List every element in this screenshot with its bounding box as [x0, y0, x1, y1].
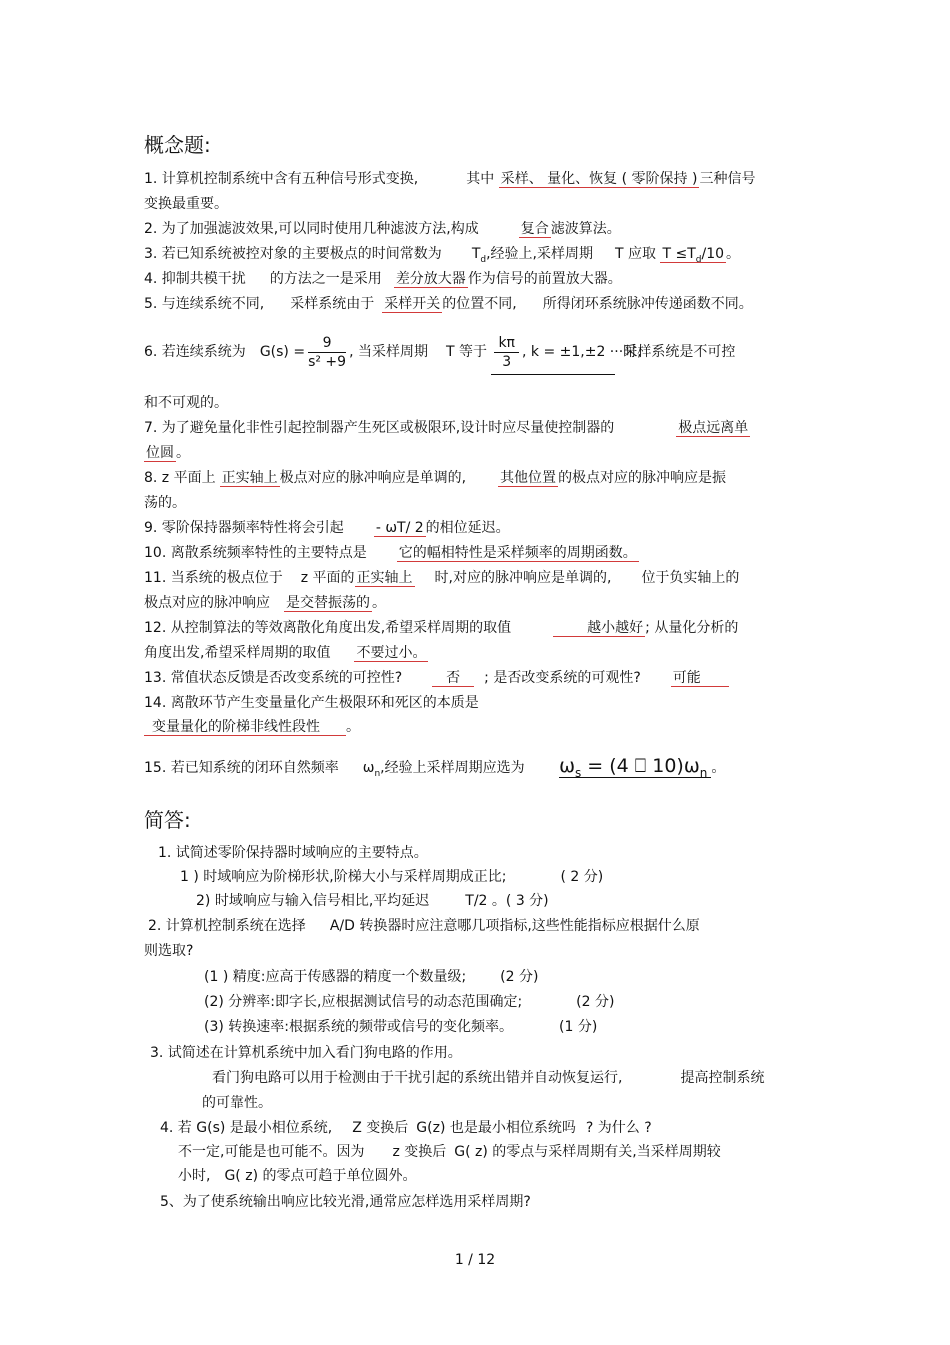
q12-text-a: 12. 从控制算法的等效离散化角度出发,希望采样周期的取值: [144, 620, 512, 636]
s2-answer-1: [204, 967, 538, 987]
s3-answer-2: 的可靠性。: [202, 1095, 272, 1111]
q11-answer-1: 正实轴上: [356, 570, 413, 586]
s5-question: 5、为了使系统输出响应比较光滑,通常应怎样选用采样周期?: [160, 1194, 531, 1210]
q4-text-a: 4. 抑制共模干扰: [144, 271, 246, 287]
q12-text-b: ; 从量化分析的: [645, 620, 739, 636]
q8-text-b: 极点对应的脉冲响应是单调的,: [279, 470, 467, 486]
q8-line2: 荡的。: [144, 495, 186, 511]
q3-answer: [660, 246, 726, 263]
q8-answer-1: 正实轴上: [221, 470, 278, 486]
q14-line2: [144, 717, 360, 737]
q11-text-d: 位于负实轴上的: [641, 570, 740, 586]
s1-answer-2: [196, 891, 549, 911]
s2-answer-2: [204, 992, 614, 1012]
s4-q-d: ? 为什么 ?: [585, 1120, 652, 1136]
q15-answer: [559, 755, 711, 778]
q7-answer-1: 极点远离单: [678, 420, 749, 436]
q3-td: T: [471, 246, 481, 262]
q6-knum: kπ: [494, 334, 519, 353]
s2-q-a: 2. 计算机控制系统在选择: [148, 918, 306, 934]
s4-q-a: 4. 若 G(s) 是最小相位系统,: [160, 1120, 333, 1136]
s2-a3-text: (3) 转换速率:根据系统的频带或信号的变化频率。: [204, 1019, 513, 1035]
q2-line: [144, 219, 621, 239]
q3-text-e: 。: [726, 246, 741, 262]
q1-text-c: 三种信号: [699, 171, 756, 187]
q1-line1: [144, 169, 755, 189]
q5-answer: 采样开关: [384, 296, 441, 312]
q15-omega-n: ω: [362, 760, 375, 776]
q11-answer-2: 是交替振荡的: [286, 595, 370, 611]
q15-text-a: 15. 若已知系统的闭环自然频率: [144, 760, 339, 776]
s1-a1-text: 1 ) 时域响应为阶梯形状,阶梯大小与采样周期成正比;: [180, 869, 507, 885]
q3-text-c: ,经验上,采样周期: [486, 246, 593, 262]
q4-text-c: 作为信号的前置放大器。: [467, 271, 622, 287]
q11-text-e: 极点对应的脉冲响应: [144, 595, 270, 611]
q8-line1: [144, 468, 726, 488]
q10-answer: 它的幅相特性是采样频率的周期函数。: [398, 545, 637, 561]
s4-q-c: G(z) 也是最小相位系统吗: [416, 1120, 576, 1136]
s1-answer-1: [180, 867, 603, 887]
s2-q-b: A/D 转换器时应注意哪几项指标,这些性能指标应根据什么原: [329, 918, 700, 934]
s2-a2-text: (2) 分辨率:即字长,应根据测试信号的动态范围确定;: [204, 994, 523, 1010]
q3-line: [144, 244, 740, 270]
q11-text-a: 11. 当系统的极点位于: [144, 570, 283, 586]
s2-a1-text: (1 ) 精度:应高于传感器的精度一个数量级;: [204, 969, 467, 985]
q5-text-b: 采样系统由于: [290, 296, 375, 312]
s1-a2-text: 2) 时域响应与输入信号相比,平均延迟: [196, 893, 430, 909]
q13-text-b: ; 是否改变系统的可观性?: [484, 670, 641, 686]
q3-text-d: T 应取: [615, 246, 657, 262]
s3-a1-text-b: 提高控制系统: [680, 1070, 765, 1086]
s1-a2-text-b: T/2 。( 3 分): [465, 893, 549, 909]
q6-text-a: 6. 若连续系统为: [144, 344, 246, 360]
q1-text-a: 1. 计算机控制系统中含有五种信号形式变换,: [144, 171, 419, 187]
q6-kden: 3: [502, 353, 512, 370]
q9-line: [144, 518, 510, 538]
s3-a1-text: 看门狗电路可以用于检测由于干扰引起的系统出错并自动恢复运行,: [212, 1070, 623, 1086]
q2-text-c: 滤波算法。: [550, 221, 621, 237]
q7-answer-2: 位圆: [146, 445, 174, 461]
q1-text-b: 其中: [466, 171, 495, 187]
s2-question-1: [148, 916, 700, 936]
q5-line: [144, 294, 753, 314]
q3-answer-t2: /10: [701, 246, 725, 262]
q13-answer-1: 否: [432, 670, 474, 687]
s4-answer-1: [178, 1142, 721, 1162]
q12-line2: [144, 643, 428, 663]
q6-line: [144, 330, 735, 375]
q15-f-omega-sub: s: [575, 765, 582, 780]
q7-text-c: 。: [176, 445, 190, 461]
q4-text-b: 的方法之一是采用: [269, 271, 382, 287]
q14-answer: 变量量化的阶梯非线性段性: [144, 719, 346, 736]
q8-text-c: 的极点对应的脉冲响应是振: [558, 470, 727, 486]
q4-answer: 差分放大器: [395, 271, 466, 287]
q2-answer: 复合: [520, 221, 549, 237]
q7-line2: [144, 443, 190, 463]
q15-text-c: ,经验上采样周期应选为: [380, 760, 525, 776]
q12-answer-2: 不要过小。: [356, 645, 427, 661]
q8-answer-2: 其他位置: [500, 470, 557, 486]
s4-a1-text-b: z 变换后: [392, 1144, 447, 1160]
s4-a2-text: 小时,: [178, 1168, 211, 1184]
q3-answer-t: T ≤T: [662, 246, 696, 262]
s4-q-b: Z 变换后: [352, 1120, 409, 1136]
q5-text-a: 5. 与连续系统不同,: [144, 296, 265, 312]
q2-text-a: 2. 为了加强滤波效果,可以同时使用几种滤波方法,构成: [144, 221, 479, 237]
q9-text-c: 的相位延迟。: [425, 520, 510, 536]
q13-answer-2: 可能: [671, 670, 729, 687]
q6-text-c: T 等于: [445, 344, 487, 360]
s2-a1-score: (2 分): [500, 969, 539, 985]
q1-answer: 采样、 量化、恢复 ( 零阶保持 ): [500, 171, 698, 187]
q3-td-sub: d: [480, 254, 487, 265]
q12-text-c: 角度出发,希望采样周期的取值: [144, 645, 331, 661]
q12-answer-1: 越小越好: [553, 620, 645, 637]
s4-question: [160, 1118, 652, 1138]
q15-line: [144, 748, 725, 792]
q9-text-a: 9. 零阶保持器频率特性将会引起: [144, 520, 344, 536]
q4-line: [144, 269, 622, 289]
s2-a3-score: (1 分): [559, 1019, 598, 1035]
q15-text-d: 。: [711, 760, 726, 776]
heading-concept: 概念题:: [144, 133, 211, 157]
s2-question-2: 则选取?: [144, 943, 194, 959]
q13-line: [144, 668, 729, 688]
q9-answer: - ωT/ 2: [375, 520, 424, 536]
q10-text-a: 10. 离散系统频率特性的主要特点是: [144, 545, 367, 561]
q5-text-d: 所得闭环系统脉冲传递函数不同。: [542, 296, 753, 312]
s4-a2-text-b: G( z) 的零点可趋于单位圆外。: [224, 1168, 417, 1184]
q6-fraction: [308, 334, 346, 371]
q3-text-a: 3. 若已知系统被控对象的主要极点的时间常数为: [144, 246, 442, 262]
q6-kfraction: [494, 334, 519, 371]
q15-f-n-sub: n: [699, 765, 708, 780]
q11-text-f: 。: [372, 595, 386, 611]
q15-f-omega: ω: [559, 755, 575, 777]
q7-text-a: 7. 为了避免量化非性引起控制器产生死区或极限环,设计时应尽量使控制器的: [144, 420, 615, 436]
s1-a1-score: ( 2 分): [560, 869, 604, 885]
s3-answer-1: [212, 1068, 764, 1088]
q14-line1: 14. 离散环节产生变量量化产生极限环和死区的本质是: [144, 695, 479, 711]
q6-line2: 和不可观的。: [144, 395, 228, 411]
q6-gs: G(s) =: [259, 344, 306, 360]
heading-short: 简答:: [144, 808, 191, 832]
q6-answer: [491, 330, 642, 375]
s2-a2-score: (2 分): [576, 994, 615, 1010]
q6-text-b: , 当采样周期: [349, 344, 428, 360]
s4-a1-text-c: G( z) 的零点与采样周期有关,当采样周期较: [454, 1144, 721, 1160]
s4-answer-2: [178, 1166, 416, 1186]
s1-question: 1. 试简述零阶保持器时域响应的主要特点。: [158, 845, 428, 861]
q6-kvals: , k = ±1,±2 ···时,: [521, 344, 642, 360]
q1-line2: 变换最重要。: [144, 196, 228, 212]
s4-a1-text: 不一定,可能是也可能不。因为: [178, 1144, 365, 1160]
q15-omega-n-sub: n: [374, 768, 381, 779]
q6-den: s² +9: [308, 353, 347, 370]
q8-text-a: 8. z 平面上: [144, 470, 216, 486]
q3-answer-sub: d: [695, 254, 702, 265]
q11-text-c: 时,对应的脉冲响应是单调的,: [434, 570, 612, 586]
q10-line: [144, 543, 639, 563]
q13-text-a: 13. 常值状态反馈是否改变系统的可控性?: [144, 670, 403, 686]
q15-f-range: = (4 ⎕ 10)ω: [581, 755, 700, 777]
q14-text-c: 。: [346, 719, 360, 735]
q7-line1: [144, 418, 750, 438]
s3-question: 3. 试简述在计算机系统中加入看门狗电路的作用。: [150, 1045, 462, 1061]
q6-text-d: 采样系统是不可控: [623, 344, 736, 360]
page-number: 1 / 12: [454, 1252, 496, 1268]
q11-text-b: z 平面的: [300, 570, 355, 586]
q11-line1: [144, 568, 739, 588]
q5-text-c: 的位置不同,: [442, 296, 517, 312]
q12-line1: [144, 618, 738, 638]
q11-line2: [144, 593, 386, 613]
q6-num: 9: [308, 334, 346, 353]
s2-answer-3: [204, 1017, 597, 1037]
